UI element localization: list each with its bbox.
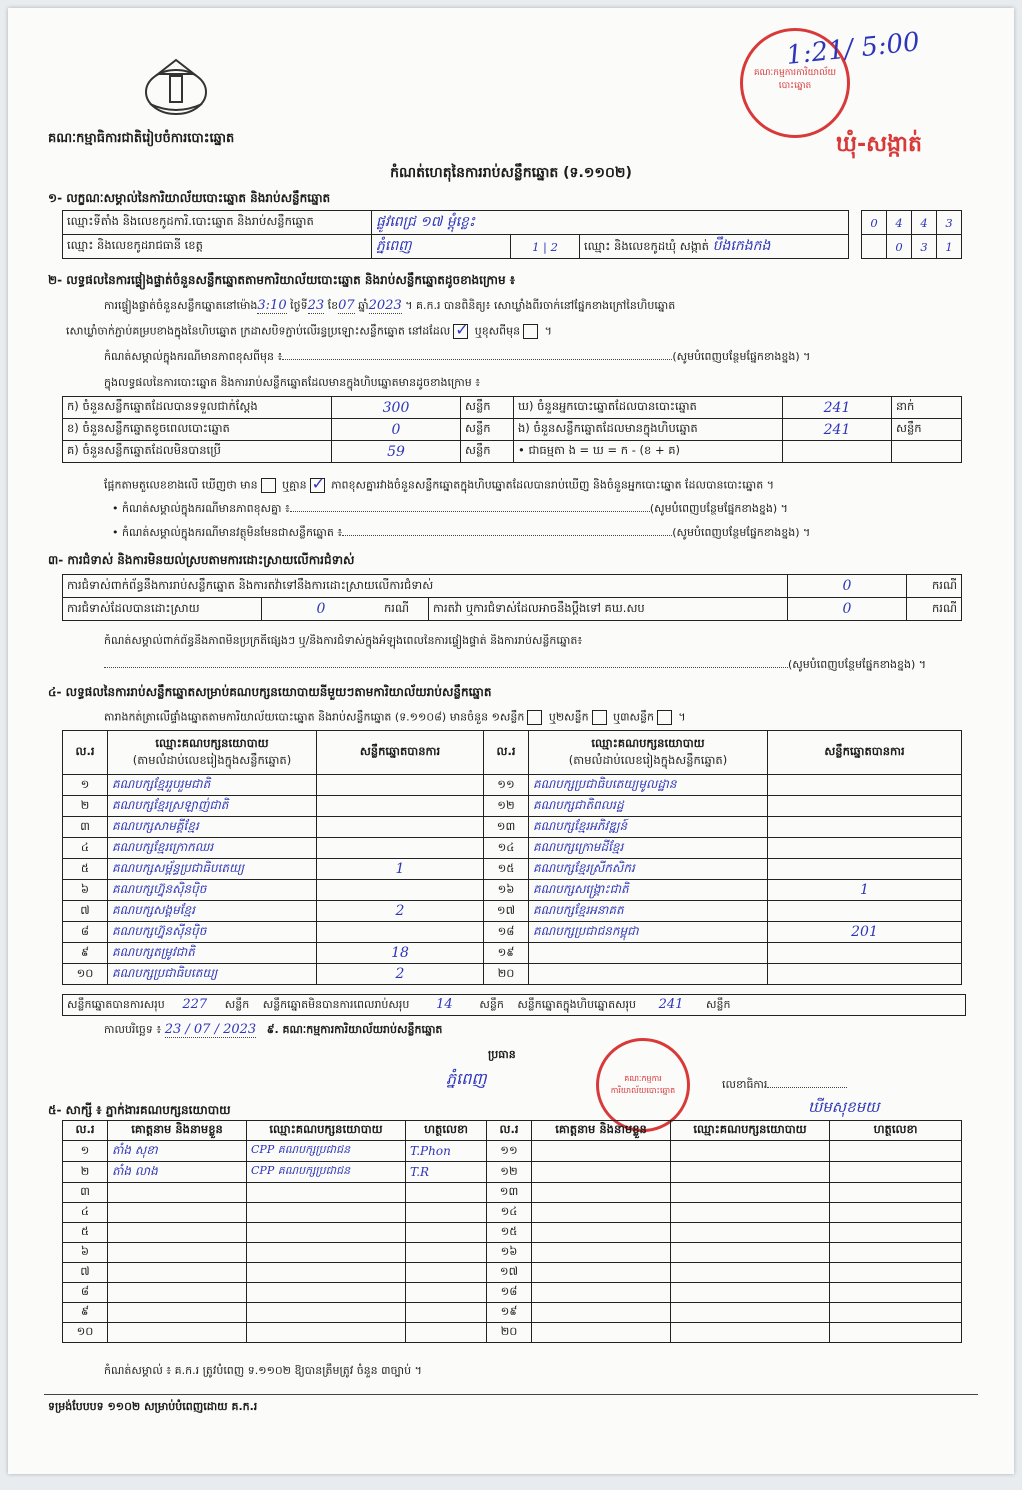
count-row <box>63 441 962 463</box>
col-party: ឈ្មោះគណបក្សនយោបាយ (តាមលំដាប់លេខរៀងក្នុងសន្លឹកឆ្នោត) <box>529 731 768 775</box>
witness-row <box>63 1141 962 1162</box>
resolved-label: ការជំទាស់ដែលបានដោះស្រាយ <box>63 598 262 621</box>
witness-signature <box>406 1303 487 1323</box>
witness-name <box>108 1263 247 1283</box>
witness-no: ១ <box>63 1141 108 1162</box>
section-2-heading: ២- លទ្ធផលនៃការផ្ទៀងផ្ទាត់ចំនួនសន្លឹកឆ្នោតតាមការិយាល័យបោះឆ្នោត និងរាប់សន្លឹកឆ្នោតដូចខាងក្រោម ៖ <box>48 273 516 287</box>
witness-name <box>108 1243 247 1263</box>
witness-row <box>63 1303 962 1323</box>
col-party: ឈ្មោះគណបក្សនយោបាយ <box>247 1121 406 1141</box>
verification-line-2: សោឃ្លាំចាក់ភ្ជាប់គម្របខាងក្នុងនៃហិបឆ្នោត ក្រដាសបិទភ្ជាប់លើរន្ធប្រឡោះសន្លឹកឆ្នោត នៅដដែល✓ ឬខុសពីមុន ។ <box>66 324 552 341</box>
count-unit-2: នាក់ <box>892 397 962 419</box>
party-row <box>63 922 962 943</box>
party-no: ២០ <box>484 964 529 985</box>
witness-name <box>532 1183 671 1203</box>
form-code: ឃុំ-សង្កាត់ <box>836 132 922 157</box>
party-name: គណបក្សហ្វ៊ុនស៊ីនប៉ិច <box>108 922 317 943</box>
section-5-heading: ៥- សាក្សី ៖ ភ្នាក់ងារគណបក្សនយោបាយ <box>48 1103 231 1117</box>
party-votes <box>768 901 962 922</box>
witness-party <box>247 1283 406 1303</box>
witness-name <box>108 1323 247 1343</box>
witness-name <box>532 1203 671 1223</box>
time-value: 3:10 <box>257 298 287 313</box>
section-1-table <box>62 210 962 259</box>
witness-no: ១៤ <box>487 1203 532 1223</box>
party-name: គណបក្សសម្ព័ន្ធប្រជាធិបតេយ្យ <box>108 859 317 880</box>
witness-party <box>671 1243 830 1263</box>
witness-no: ១០ <box>63 1323 108 1343</box>
party-votes <box>768 817 962 838</box>
witness-name <box>532 1323 671 1343</box>
witness-no: ១៧ <box>487 1263 532 1283</box>
section-4-heading: ៤- លទ្ធផលនៃការរាប់សន្លឹកឆ្នោតសម្រាប់គណបក្សនយោបាយនីមួយៗតាមការិយាល័យរាប់សន្លឹកឆ្នោត <box>48 685 492 699</box>
form-title: កំណត់ហេតុនៃការរាប់សន្លឹកឆ្នោត (ទ.១១០២) <box>390 165 632 181</box>
province-value: ភ្នំពេញ <box>372 235 511 259</box>
witness-name <box>108 1223 247 1243</box>
party-votes <box>768 838 962 859</box>
irregularity-note: កំណត់សម្គាល់ពាក់ព័ន្ធនឹងភាពមិនប្រក្រតីផ្សេងៗ ឬ/និងការជំទាស់ក្នុងអំឡុងពេលនៃការផ្ទៀងផ្ទាត់ និងការរាប់សន្លឹកឆ្នោត៖ <box>104 634 583 647</box>
party-name: គណបក្សប្រជាធិបតេយ្យមូលដ្ឋាន <box>529 775 768 796</box>
party-no: ១៧ <box>484 901 529 922</box>
year-value: 2023 <box>368 298 402 313</box>
party-no: ១១ <box>484 775 529 796</box>
stamp-text: គណៈកម្មការការិយាល័យបោះឆ្នោត <box>753 68 837 91</box>
party-votes <box>768 796 962 817</box>
objection-table <box>62 574 962 621</box>
witness-no: ១៩ <box>487 1303 532 1323</box>
witness-signature <box>830 1303 962 1323</box>
two-sheet-checkbox[interactable] <box>592 710 607 725</box>
witness-signature <box>830 1183 962 1203</box>
witness-name <box>532 1303 671 1323</box>
witness-table <box>62 1120 962 1343</box>
party-no: ១៩ <box>484 943 529 964</box>
ballot-count-table <box>62 396 962 463</box>
witness-party <box>671 1283 830 1303</box>
party-votes: 1 <box>768 880 962 901</box>
has-difference-checkbox[interactable] <box>261 478 276 493</box>
witness-party <box>247 1243 406 1263</box>
party-name: គណបក្សខ្មែរស្រីកសិករ <box>529 859 768 880</box>
date-line: កាលបរិច្ឆេទ ៖ 23 / 07 / 2023 ៩. គណៈកម្មការការិយាល័យរាប់សន្លឹកឆ្នោត <box>104 1022 443 1037</box>
witness-signature <box>830 1141 962 1162</box>
witness-party <box>671 1323 830 1343</box>
witness-signature <box>830 1162 962 1183</box>
col-no: ល.រ <box>484 731 529 775</box>
witness-no: ៦ <box>63 1243 108 1263</box>
section-3-heading: ៣- ការជំទាស់ និងការមិនយល់ស្របតាមការដោះស្រាយលើការជំទាស់ <box>48 553 355 567</box>
witness-party <box>247 1323 406 1343</box>
commune-value: បឹងកេងកង <box>712 238 771 254</box>
witness-name: តាំង សុខា <box>108 1141 247 1162</box>
count-value: 0 <box>332 419 461 441</box>
code-digit: 3 <box>912 235 937 259</box>
corner-note: 1:21/ 5:00 <box>784 27 921 71</box>
one-sheet-checkbox[interactable] <box>527 710 542 725</box>
witness-row <box>63 1223 962 1243</box>
party-no: ៥ <box>63 859 108 880</box>
org-name: គណៈកម្មាធិការជាតិរៀបចំការបោះឆ្នោត <box>48 131 235 146</box>
witness-party <box>247 1303 406 1323</box>
witness-row <box>63 1183 962 1203</box>
unchanged-checkbox[interactable] <box>453 324 468 339</box>
province-code: 1 | 2 <box>511 235 580 259</box>
witness-name <box>108 1183 247 1203</box>
col-sign: ហត្ថលេខា <box>830 1121 962 1141</box>
national-emblem-icon <box>136 54 216 120</box>
witness-signature <box>406 1283 487 1303</box>
witness-name <box>532 1141 671 1162</box>
count-unit-2 <box>892 441 962 463</box>
section-4-intro: តារាងកត់ត្រាលើផ្ទាំងឆ្នោតតាមការិយាល័យបោះឆ្នោត និងរាប់សន្លឹកឆ្នោត (ទ.១១០៨) មានចំនួន ១សន្លឹក ឬ២សន្លឹក ឬ៣សន្លឹក ។ <box>104 710 686 724</box>
party-name: គណបក្សខ្មែរក្រោកឈរ <box>108 838 317 859</box>
party-name: គណបក្សហ្វ៊ុនស៊ិនប៉ិច <box>108 880 317 901</box>
party-row <box>63 880 962 901</box>
witness-note: កំណត់សម្គាល់ ៖ គ.ក.រ ត្រូវបំពេញ ទ.១១០២ ឱ្យបានត្រឹមត្រូវ ចំនួន ៣ច្បាប់ ។ <box>104 1364 422 1377</box>
month-value: 07 <box>338 298 355 313</box>
witness-no: ៣ <box>63 1183 108 1203</box>
party-no: ៨ <box>63 922 108 943</box>
party-no: ១២ <box>484 796 529 817</box>
difference-note: កំណត់សម្គាល់ក្នុងករណីមានភាពខុសពីមុន ៖ (សូមបំពេញបន្ថែមផ្នែកខាងខ្នង) ។ <box>104 350 811 363</box>
row1-label: ឈ្មោះទីតាំង និងលេខកូដការិ.បោះឆ្នោត និងរាប់សន្លឹកឆ្នោត <box>63 211 372 235</box>
party-name: គណបក្សខ្មែរស្រឡាញ់ជាតិ <box>108 796 317 817</box>
party-name <box>529 943 768 964</box>
party-name: គណបក្សសង្គមខ្មែរ <box>108 901 317 922</box>
objection-label: ការជំទាស់ពាក់ព័ន្ធនឹងការរាប់សន្លឹកឆ្នោត និងការតវ៉ាទៅនឹងការដោះស្រាយលើការជំទាស់ <box>63 575 788 598</box>
witness-name <box>108 1283 247 1303</box>
party-votes <box>768 964 962 985</box>
count-label-2: • ជាធម្មតា ង = ឃ = ក - (ខ + គ) <box>514 441 783 463</box>
witness-no: ១៣ <box>487 1183 532 1203</box>
row2-label: ឈ្មោះ និងលេខកូដរាជធានី ខេត្ត <box>63 235 372 259</box>
witness-signature <box>830 1243 962 1263</box>
secretary-label: លេខាធិការ <box>722 1078 847 1094</box>
party-votes: 1 <box>317 859 484 880</box>
party-no: ១៤ <box>484 838 529 859</box>
witness-row <box>63 1203 962 1223</box>
code-digit: 4 <box>887 211 912 235</box>
witness-party <box>671 1263 830 1283</box>
party-votes <box>317 880 484 901</box>
count-label: ក) ចំនួនសន្លឹកឆ្នោតដែលបានទទួលជាក់ស្ដែង <box>63 397 332 419</box>
committee-stamp: គណៈកម្មការការិយាល័យបោះឆ្នោត <box>596 1038 690 1132</box>
witness-row <box>63 1323 962 1343</box>
witness-party <box>671 1162 830 1183</box>
col-votes: សន្លឹកឆ្នោតបានការ <box>768 731 962 775</box>
witness-no: ៨ <box>63 1283 108 1303</box>
witness-signature: T.R <box>406 1162 487 1183</box>
footer-divider <box>44 1394 978 1395</box>
party-no: ៣ <box>63 817 108 838</box>
party-no: ៦ <box>63 880 108 901</box>
party-row <box>63 775 962 796</box>
party-row <box>63 964 962 985</box>
code-digit: 0 <box>862 211 887 235</box>
witness-party <box>247 1223 406 1243</box>
party-name: គណបក្សខ្មែររួបរួមជាតិ <box>108 775 317 796</box>
witness-no: ៤ <box>63 1203 108 1223</box>
bullet-note-2: • កំណត់សម្គាល់ក្នុងករណីមានវត្ថុមិនមែនជាសន្លឹកឆ្នោត ៖ (សូមបំពេញបន្ថែមផ្នែកខាងខ្នង) ។ <box>112 526 811 539</box>
col-sign: ហត្ថលេខា <box>406 1121 487 1141</box>
party-votes <box>768 943 962 964</box>
code-digit: 4 <box>912 211 937 235</box>
difference-statement: ផ្អែកតាមតួលេខខាងលើ ឃើញថា មាន ឬគ្មាន✓ ភាពខុសគ្នារវាងចំនួនសន្លឹកឆ្នោតក្នុងហិបឆ្នោតដែលបានរាប់ឃើញ និងចំនួនអ្នកបោះឆ្នោត ដែលបានបោះឆ្នោត ។ <box>104 478 974 495</box>
code-digit: 3 <box>937 211 962 235</box>
witness-name: តាំង លាង <box>108 1162 247 1183</box>
unit-label: ករណី <box>907 598 962 621</box>
witness-no: ១៦ <box>487 1243 532 1263</box>
party-votes <box>317 817 484 838</box>
party-row <box>63 838 962 859</box>
witness-row <box>63 1283 962 1303</box>
count-value-2 <box>783 441 892 463</box>
witness-no: ១១ <box>487 1141 532 1162</box>
witness-party <box>671 1223 830 1243</box>
unit-label: ករណី <box>380 598 429 621</box>
count-row <box>63 419 962 441</box>
count-label-2: ង) ចំនួនសន្លឹកឆ្នោតដែលមានក្នុងហិបឆ្នោត <box>514 419 783 441</box>
witness-party: CPP គណបក្សប្រជាជន <box>247 1162 406 1183</box>
witness-signature: T.Phon <box>406 1141 487 1162</box>
witness-party <box>671 1141 830 1162</box>
witness-signature <box>830 1223 962 1243</box>
bullet-note-1: • កំណត់សម្គាល់ក្នុងករណីមានភាពខុសគ្នា ៖ (សូមបំពេញបន្ថែមផ្នែកខាងខ្នង) ។ <box>112 502 788 515</box>
witness-no: ៩ <box>63 1303 108 1323</box>
witness-signature <box>830 1323 962 1343</box>
irregularity-line: (សូមបំពេញបន្ថែមផ្នែកខាងខ្នង) ។ <box>104 658 926 674</box>
chair-signature: ភ្នំពេញ <box>446 1069 487 1088</box>
witness-name <box>532 1162 671 1183</box>
objection-value: 0 <box>788 575 907 598</box>
date-value: 23 / 07 / 2023 <box>164 1022 257 1037</box>
count-value-2: 241 <box>783 419 892 441</box>
col-name: គោត្តនាម និងនាមខ្លួន <box>532 1121 671 1141</box>
witness-row <box>63 1263 962 1283</box>
witness-signature <box>830 1283 962 1303</box>
count-label: ខ) ចំនួនសន្លឹកឆ្នោតខូចពេលបោះឆ្នោត <box>63 419 332 441</box>
witness-name <box>532 1243 671 1263</box>
count-value: 59 <box>332 441 461 463</box>
invalid-total: 14 <box>409 995 479 1016</box>
witness-party <box>247 1203 406 1223</box>
changed-checkbox[interactable] <box>523 324 538 339</box>
polling-station-value: ផ្លូវពេជ្រ ១៧ ម្ដុំខ្លេះ <box>372 211 849 235</box>
witness-no: ២ <box>63 1162 108 1183</box>
party-name: គណបក្សជាតិពលរដ្ឋ <box>529 796 768 817</box>
party-no: ១៥ <box>484 859 529 880</box>
count-row <box>63 397 962 419</box>
party-votes: 2 <box>317 964 484 985</box>
witness-signature <box>406 1203 487 1223</box>
party-name: គណបក្សប្រជាជនកម្ពុជា <box>529 922 768 943</box>
party-no: ១៨ <box>484 922 529 943</box>
party-row <box>63 817 962 838</box>
party-row <box>63 859 962 880</box>
party-name: គណបក្សប្រជាធិបតេយ្យ <box>108 964 317 985</box>
witness-no: ១៨ <box>487 1283 532 1303</box>
party-votes: 18 <box>317 943 484 964</box>
party-votes <box>317 796 484 817</box>
party-votes <box>317 922 484 943</box>
col-no: ល.រ <box>63 731 108 775</box>
col-name: គោត្តនាម និងនាមខ្លួន <box>108 1121 247 1141</box>
witness-no: ៧ <box>63 1263 108 1283</box>
code-digit: 1 <box>937 235 962 259</box>
count-unit: សន្លឹក <box>461 419 514 441</box>
witness-name <box>108 1203 247 1223</box>
row2-label2: ឈ្មោះ និងលេខកូដឃុំ សង្កាត់ <box>584 239 709 253</box>
party-no: ១ <box>63 775 108 796</box>
count-unit-2: សន្លឹក <box>892 419 962 441</box>
witness-party <box>247 1183 406 1203</box>
party-name: គណបក្សក្រោមដីខ្មែរ <box>529 838 768 859</box>
col-party: ឈ្មោះគណបក្សនយោបាយ <box>671 1121 830 1141</box>
witness-signature <box>406 1323 487 1343</box>
party-row <box>63 796 962 817</box>
party-row <box>63 901 962 922</box>
party-name: គណបក្សខ្មែរអភិវឌ្ឍន៍ <box>529 817 768 838</box>
col-no: ល.រ <box>63 1121 108 1141</box>
party-votes: 2 <box>317 901 484 922</box>
col-votes: សន្លឹកឆ្នោតបានការ <box>317 731 484 775</box>
witness-row <box>63 1162 962 1183</box>
witness-party <box>671 1203 830 1223</box>
col-no: ល.រ <box>487 1121 532 1141</box>
party-no: ១៦ <box>484 880 529 901</box>
footer-text: ទម្រង់បែបបទ ១១០២ សម្រាប់បំពេញដោយ គ.ក.រ <box>48 1400 258 1413</box>
witness-name <box>108 1303 247 1323</box>
day-value: 23 <box>307 298 325 313</box>
col-party: ឈ្មោះគណបក្សនយោបាយ (តាមលំដាប់លេខរៀងក្នុងសន្លឹកឆ្នោត) <box>108 731 317 775</box>
count-unit: សន្លឹក <box>461 397 514 419</box>
party-row <box>63 943 962 964</box>
party-name <box>529 964 768 985</box>
witness-signature <box>406 1223 487 1243</box>
party-no: ១០ <box>63 964 108 985</box>
party-votes <box>768 859 962 880</box>
witness-signature <box>406 1243 487 1263</box>
count-label: គ) ចំនួនសន្លឹកឆ្នោតដែលមិនបានប្រើ <box>63 441 332 463</box>
witness-party: CPP គណបក្សប្រជាជន <box>247 1141 406 1162</box>
code-digit: 0 <box>887 235 912 259</box>
party-name: គណបក្សខ្មែរអនាគត <box>529 901 768 922</box>
witness-no: ១២ <box>487 1162 532 1183</box>
witness-no: ៥ <box>63 1223 108 1243</box>
results-intro: ក្នុងលទ្ធផលនៃការបោះឆ្នោត និងការរាប់សន្លឹកឆ្នោតដែលមានក្នុងហិបឆ្នោតមានដូចខាងក្រោម ៖ <box>104 376 481 389</box>
party-name: គណបក្សសាមគ្គីខ្មែរ <box>108 817 317 838</box>
witness-signature <box>406 1183 487 1203</box>
witness-row <box>63 1243 962 1263</box>
party-no: ៧ <box>63 901 108 922</box>
witness-no: ២០ <box>487 1323 532 1343</box>
count-unit: សន្លឹក <box>461 441 514 463</box>
no-difference-checkbox[interactable] <box>310 478 325 493</box>
verification-line-1: ការផ្ទៀងផ្ទាត់ចំនួនសន្លឹកឆ្នោតនៅម៉ោង3:10 ថ្ងៃទី23 ខែ07 ឆ្នាំ2023 ។ គ.ក.រ បានពិនិត្យ៖ សោឃ្លាំងពីរចាក់នៅផ្នែកខាងក្រៅនៃហិបឆ្នោត <box>104 298 676 313</box>
witness-name <box>532 1223 671 1243</box>
totals-row: សន្លឹកឆ្នោតបានការសរុប 227 សន្លឹក សន្លឹកឆ្នោតមិនបានការពេលរាប់សរុប 14 សន្លឹក សន្លឹកឆ្នោតក្នុងហិបឆ្នោតសរុប 241 សន្លឹក <box>62 994 966 1016</box>
witness-signature <box>830 1263 962 1283</box>
box-total: 241 <box>636 995 706 1016</box>
party-name: គណបក្សតម្រូវជាតិ <box>108 943 317 964</box>
party-name: គណបក្សសង្គ្រោះជាតិ <box>529 880 768 901</box>
resolved-value: 0 <box>262 598 381 621</box>
party-votes <box>317 775 484 796</box>
party-votes <box>768 775 962 796</box>
valid-total: 227 <box>165 995 225 1016</box>
party-no: ៩ <box>63 943 108 964</box>
unit-label: ករណី <box>907 575 962 598</box>
party-results-table <box>62 730 962 985</box>
witness-party <box>671 1303 830 1323</box>
witness-name <box>532 1283 671 1303</box>
count-value: 300 <box>332 397 461 419</box>
count-label-2: ឃ) ចំនួនអ្នកបោះឆ្នោតដែលបានបោះឆ្នោត <box>514 397 783 419</box>
party-no: ៤ <box>63 838 108 859</box>
witness-party <box>671 1183 830 1203</box>
witness-name <box>532 1263 671 1283</box>
witness-no: ១៥ <box>487 1223 532 1243</box>
appeal-value: 0 <box>788 598 907 621</box>
secretary-signature: ឃីមសុខមយ <box>808 1098 880 1116</box>
party-no: ១៣ <box>484 817 529 838</box>
appeal-label: ការតវ៉ា ឬការជំទាស់ដែលអាចនឹងប្ដឹងទៅ គឃ.សប <box>429 598 788 621</box>
party-votes <box>317 838 484 859</box>
count-value-2: 241 <box>783 397 892 419</box>
witness-party <box>247 1263 406 1283</box>
party-votes: 201 <box>768 922 962 943</box>
section-1-heading: ១- លក្ខណៈសម្គាល់នៃការិយាល័យបោះឆ្នោត និងរាប់សន្លឹកឆ្នោត <box>48 191 331 205</box>
form-page <box>8 8 1014 1474</box>
three-sheet-checkbox[interactable] <box>657 710 672 725</box>
chair-label: ប្រធាន <box>488 1048 516 1061</box>
commune-cell <box>580 235 849 259</box>
party-no: ២ <box>63 796 108 817</box>
witness-signature <box>830 1203 962 1223</box>
witness-signature <box>406 1263 487 1283</box>
